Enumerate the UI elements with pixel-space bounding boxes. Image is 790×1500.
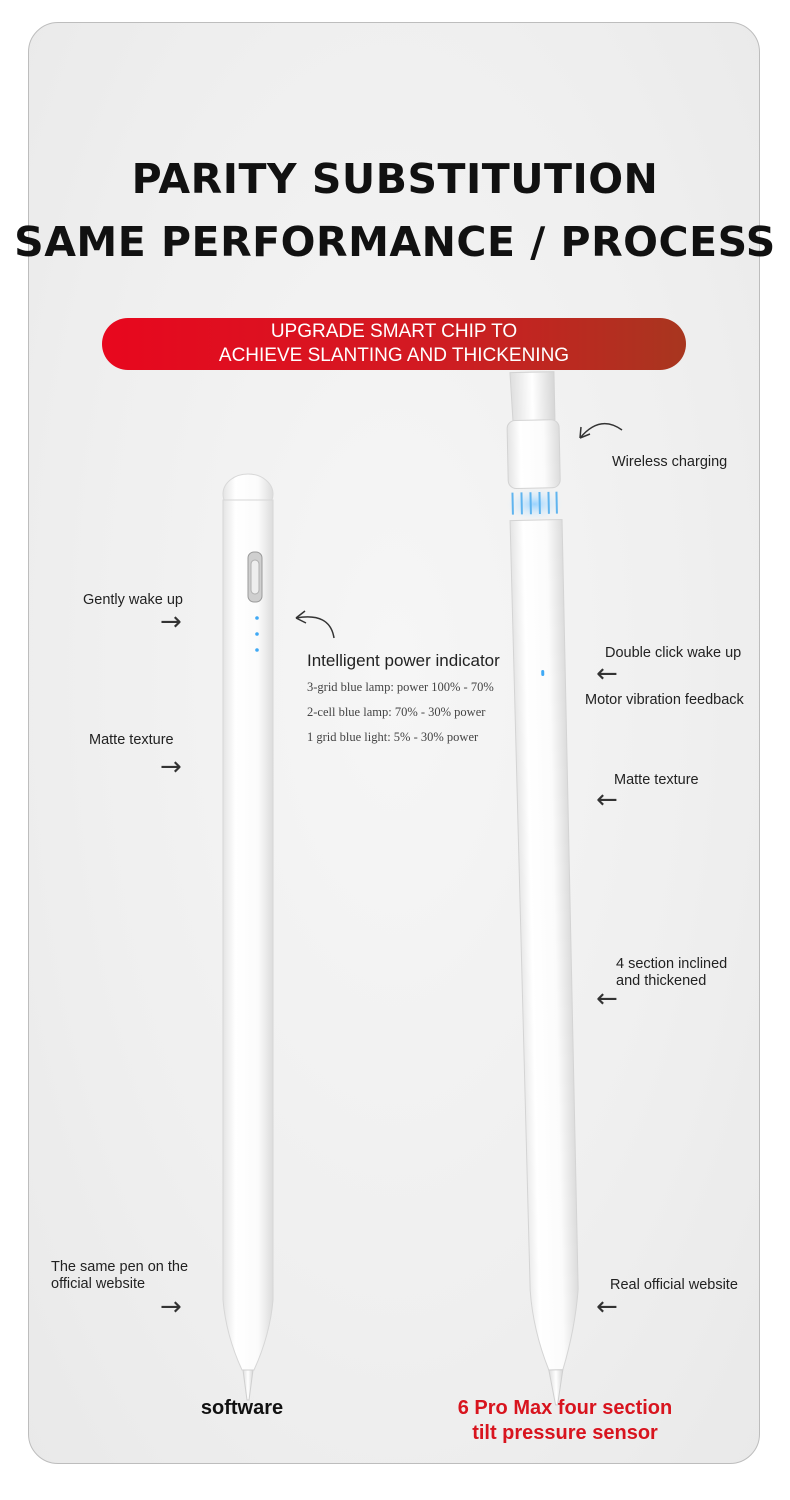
caption-right-line-2: tilt pressure sensor: [472, 1422, 658, 1444]
caption-left: software: [200, 1397, 284, 1419]
label-double-click: Double click wake up: [605, 645, 742, 661]
arrow-right-icon: →: [160, 1292, 182, 1322]
power-line-2: 2-cell blue lamp: 70% - 30% power: [307, 705, 486, 719]
arrow-left-icon: ←: [596, 659, 618, 689]
label-same-pen: The same pen on the official website: [51, 1259, 189, 1292]
banner-line-2: ACHIEVE SLANTING AND THICKENING: [218, 345, 570, 366]
arrow-right-icon: →: [160, 607, 182, 637]
label-gently-wake: Gently wake up: [83, 592, 183, 608]
heading-line-1: PARITY SUBSTITUTION: [131, 155, 659, 203]
label-wireless-charging: Wireless charging: [612, 454, 728, 470]
banner-line-1: UPGRADE SMART CHIP TO: [270, 321, 518, 342]
left-stylus: [223, 474, 273, 1400]
arrow-left-icon: ←: [596, 984, 618, 1014]
power-line-1: 3-grid blue lamp: power 100% - 70%: [307, 680, 494, 694]
caption-right-line-1: 6 Pro Max four section: [457, 1397, 673, 1419]
led-dot-3: [255, 648, 259, 652]
led-dot-2: [255, 632, 259, 636]
label-real-official: Real official website: [610, 1277, 738, 1293]
heading-line-2: SAME PERFORMANCE / PROCESS: [14, 218, 776, 266]
arrow-left-icon: ←: [596, 785, 618, 815]
label-section-inclined: 4 section inclined and thickened: [616, 956, 728, 989]
label-matte-right: Matte texture: [614, 772, 699, 788]
power-indicator-title: Intelligent power indicator: [307, 651, 500, 670]
led-dot-right: [541, 670, 544, 676]
label-motor-vibration: Motor vibration feedback: [585, 692, 744, 708]
right-stylus: [504, 372, 582, 1406]
arrow-right-icon: →: [160, 752, 182, 782]
label-matte-left: Matte texture: [89, 732, 174, 748]
led-dot-1: [255, 616, 259, 620]
power-line-3: 1 grid blue light: 5% - 30% power: [307, 730, 479, 744]
arrow-left-icon: ←: [596, 1292, 618, 1322]
